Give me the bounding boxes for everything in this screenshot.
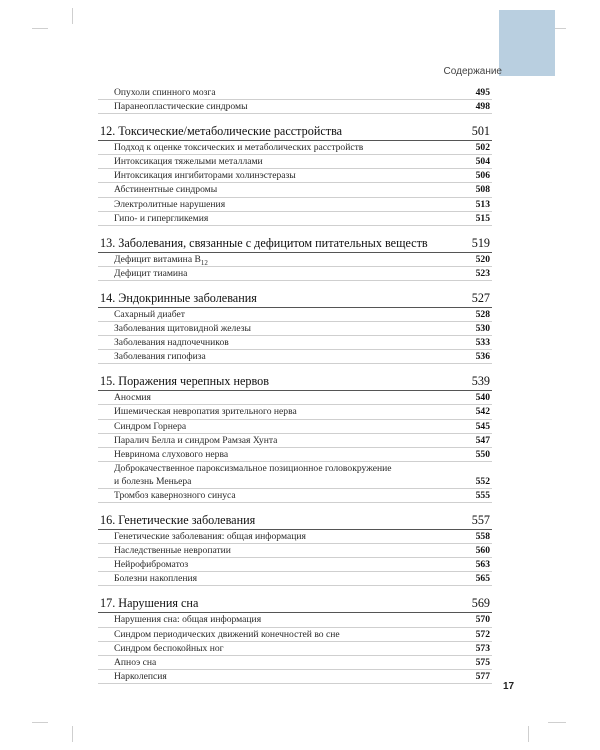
toc-entry-title-text: Сахарный диабет — [114, 308, 185, 320]
toc-entry-title-text: Апноэ сна — [114, 656, 157, 668]
toc-entry-page: 495 — [475, 87, 490, 98]
toc-entry[interactable] — [98, 336, 492, 350]
toc-entry-title — [114, 100, 258, 113]
chapter-page: 539 — [471, 374, 490, 389]
toc-entry-page: 513 — [475, 198, 490, 210]
toc-entry-title-text: Интоксикация ингибиторами холинэстеразы — [114, 170, 296, 182]
toc-entry-title-text: Генетические заболевания: общая информация — [114, 531, 306, 543]
toc-entry-page: 547 — [475, 434, 490, 446]
toc-entry-page: 552 — [475, 475, 490, 487]
toc-entry-page: 504 — [475, 156, 490, 168]
chapter-page: 569 — [471, 596, 490, 611]
crop-mark — [72, 726, 73, 742]
toc-entry-title-text: Аносмия — [114, 392, 151, 404]
toc-entry[interactable] — [98, 670, 492, 684]
toc-entry-title-text: Болезни накопления — [114, 573, 198, 585]
toc-entry[interactable] — [98, 169, 492, 183]
toc-entry-page: 555 — [475, 489, 490, 501]
toc-entry[interactable] — [98, 212, 492, 226]
chapter-heading[interactable] — [98, 124, 492, 141]
chapter-heading[interactable] — [98, 291, 492, 308]
toc-entry-title — [114, 169, 306, 182]
toc-entry-title-text: Дефицит витамина B — [114, 253, 201, 265]
toc-entry-title — [114, 405, 307, 418]
toc-entry-page: 572 — [475, 628, 490, 640]
toc-entry[interactable] — [98, 308, 492, 322]
toc-entry-page: 540 — [475, 392, 490, 404]
toc-entry[interactable] — [98, 267, 492, 281]
toc-entry-title-text: Нарколепсия — [114, 670, 167, 682]
toc-entry-title — [114, 350, 216, 363]
toc-entry-page: 530 — [475, 323, 490, 335]
toc-entry-page: 575 — [475, 656, 490, 668]
toc-entry-page: 502 — [475, 142, 490, 154]
toc-entry-title-text: Паранеопластические синдромы — [114, 101, 248, 113]
toc-entry-title — [114, 420, 196, 433]
chapter-heading[interactable] — [98, 513, 492, 530]
toc-entry[interactable] — [98, 253, 492, 267]
toc-entry-page: 563 — [475, 559, 490, 571]
toc-entry[interactable] — [98, 420, 492, 434]
crop-mark — [72, 8, 73, 24]
toc-entry-page: 558 — [475, 531, 490, 543]
toc-entry-title-text: Доброкачественное пароксизмальное позиционное головокружение и болезнь Меньера — [114, 462, 392, 487]
toc-entry[interactable] — [98, 642, 492, 656]
toc-entry[interactable] — [98, 558, 492, 572]
toc-entry-page: 508 — [475, 184, 490, 196]
toc-entry-title-text: Опухоли спинного мозга — [114, 87, 216, 98]
toc-entry-page: 550 — [475, 448, 490, 460]
toc-entry-title — [114, 308, 195, 321]
chapter-title: 12. Токсические/метаболические расстройства — [100, 124, 343, 139]
chapter-page: 501 — [471, 124, 490, 139]
toc-entry[interactable] — [98, 405, 492, 419]
toc-entry-title — [114, 572, 207, 585]
toc-entry-title — [114, 613, 271, 626]
toc-entry-title — [114, 448, 238, 461]
chapter-title: 15. Поражения черепных нервов — [100, 374, 270, 389]
toc-entry-page: 528 — [475, 308, 490, 320]
toc-entry-page: 506 — [475, 170, 490, 182]
toc-entry-title-text: Абстинентные синдромы — [114, 184, 218, 196]
toc-entry-title — [114, 183, 227, 196]
toc-entry[interactable] — [98, 530, 492, 544]
toc-entry-title-text: Невринома слухового нерва — [114, 448, 229, 460]
toc-entry-title-text: Электролитные нарушения — [114, 198, 226, 210]
toc-entry[interactable] — [98, 350, 492, 364]
toc-entry-title — [114, 198, 235, 211]
toc-entry-title — [114, 212, 218, 225]
toc-entry-title — [114, 670, 177, 683]
chapter-page: 527 — [471, 290, 490, 305]
toc-entry-title-text: Паралич Белла и синдром Рамзая Хунта — [114, 434, 278, 446]
toc-entry[interactable] — [98, 628, 492, 642]
crop-mark — [32, 722, 48, 723]
chapter-page: 519 — [471, 235, 490, 250]
toc-entry-page: 533 — [475, 337, 490, 349]
toc-entry-subscript: 12 — [200, 258, 208, 267]
toc-entry-title-text: Наследственные невропатии — [114, 545, 231, 557]
toc-entry-title-text: Заболевания гипофиза — [114, 351, 206, 363]
toc-entry[interactable] — [98, 544, 492, 558]
toc-entry-title — [114, 336, 239, 349]
toc-entry-title — [114, 155, 273, 168]
toc-entry-title — [114, 642, 234, 655]
toc-entry-title-text: Нейрофиброматоз — [114, 559, 189, 571]
toc-entry-title — [114, 558, 198, 571]
toc-entry[interactable] — [98, 100, 492, 114]
toc-entry-title-text: Ишемическая невропатия зрительного нерва — [114, 406, 297, 418]
toc-entry-title — [114, 434, 287, 447]
chapter-page: 557 — [471, 513, 490, 528]
toc-entry-page: 560 — [475, 545, 490, 557]
toc-entry[interactable] — [98, 322, 492, 336]
toc-entry-page: 542 — [475, 406, 490, 418]
toc-entry-title — [114, 141, 373, 154]
toc-entry-page: 565 — [475, 573, 490, 585]
toc-entry-page: 536 — [475, 351, 490, 363]
crop-mark — [32, 28, 48, 29]
toc-entry-title-text: Дефицит тиамина — [114, 267, 188, 279]
toc-entry-title-text: Интоксикация тяжелыми металлами — [114, 156, 263, 168]
toc-entry[interactable] — [98, 141, 492, 155]
toc-entry[interactable] — [98, 613, 492, 627]
toc-entry-title-text: Синдром беспокойных ног — [114, 642, 224, 654]
toc-entry-page: 570 — [475, 614, 490, 626]
toc-entry-title-text: Заболевания щитовидной железы — [114, 323, 251, 335]
toc-entry-page: 573 — [475, 642, 490, 654]
toc-entry-page: 498 — [475, 101, 490, 113]
chapter-heading[interactable] — [98, 374, 492, 391]
toc-entry[interactable] — [98, 155, 492, 169]
toc-entry-title-text: Нарушения сна: общая информация — [114, 614, 262, 626]
table-of-contents — [98, 86, 492, 684]
toc-entry-title-text: Тромбоз кавернозного синуса — [114, 489, 236, 501]
chapter-title: 13. Заболевания, связанные с дефицитом питательных веществ — [100, 235, 428, 250]
toc-entry-title — [114, 322, 261, 335]
section-header-label: Содержание — [443, 66, 502, 77]
toc-entry[interactable] — [98, 86, 492, 100]
chapter-heading[interactable] — [98, 236, 492, 253]
chapter-title: 17. Нарушения сна — [100, 596, 199, 611]
toc-entry-title — [114, 86, 226, 99]
page-number: 17 — [503, 681, 515, 692]
crop-mark — [528, 726, 529, 742]
toc-entry-title — [114, 656, 166, 669]
chapter-title: 16. Генетические заболевания — [100, 513, 256, 528]
toc-entry-page: 577 — [475, 670, 490, 682]
chapter-heading[interactable] — [98, 596, 492, 613]
toc-entry-title — [114, 628, 350, 641]
toc-entry[interactable] — [98, 448, 492, 462]
toc-entry-title — [114, 391, 161, 404]
crop-mark — [548, 722, 566, 723]
toc-entry-title — [114, 253, 218, 266]
header-accent-box — [499, 10, 555, 76]
toc-entry-title-text: Подход к оценке токсических и метаболических расстройств — [114, 142, 364, 154]
toc-entry[interactable] — [98, 198, 492, 212]
toc-entry[interactable] — [98, 183, 492, 197]
toc-entry-page: 515 — [475, 212, 490, 224]
toc-entry[interactable] — [98, 656, 492, 670]
toc-entry-title — [114, 267, 197, 280]
toc-entry-title-text: Синдром Горнера — [114, 420, 187, 432]
toc-entry[interactable] — [98, 572, 492, 586]
toc-entry-title — [114, 544, 241, 557]
toc-entry-title-text: Синдром периодических движений конечностей во сне — [114, 628, 340, 640]
toc-entry[interactable] — [98, 489, 492, 503]
toc-entry-page: 520 — [475, 253, 490, 265]
toc-entry-page: 545 — [475, 420, 490, 432]
toc-entry[interactable] — [98, 462, 492, 489]
toc-entry[interactable] — [98, 391, 492, 405]
chapter-title: 14. Эндокринные заболевания — [100, 290, 257, 305]
toc-entry-page: 523 — [475, 267, 490, 279]
toc-entry-title-text: Заболевания надпочечников — [114, 337, 229, 349]
toc-entry-title-text: Гипо- и гипергликемия — [114, 212, 209, 224]
toc-entry[interactable] — [98, 434, 492, 448]
toc-entry-title — [114, 489, 246, 502]
toc-entry-title — [114, 462, 401, 488]
toc-entry-title — [114, 530, 316, 543]
